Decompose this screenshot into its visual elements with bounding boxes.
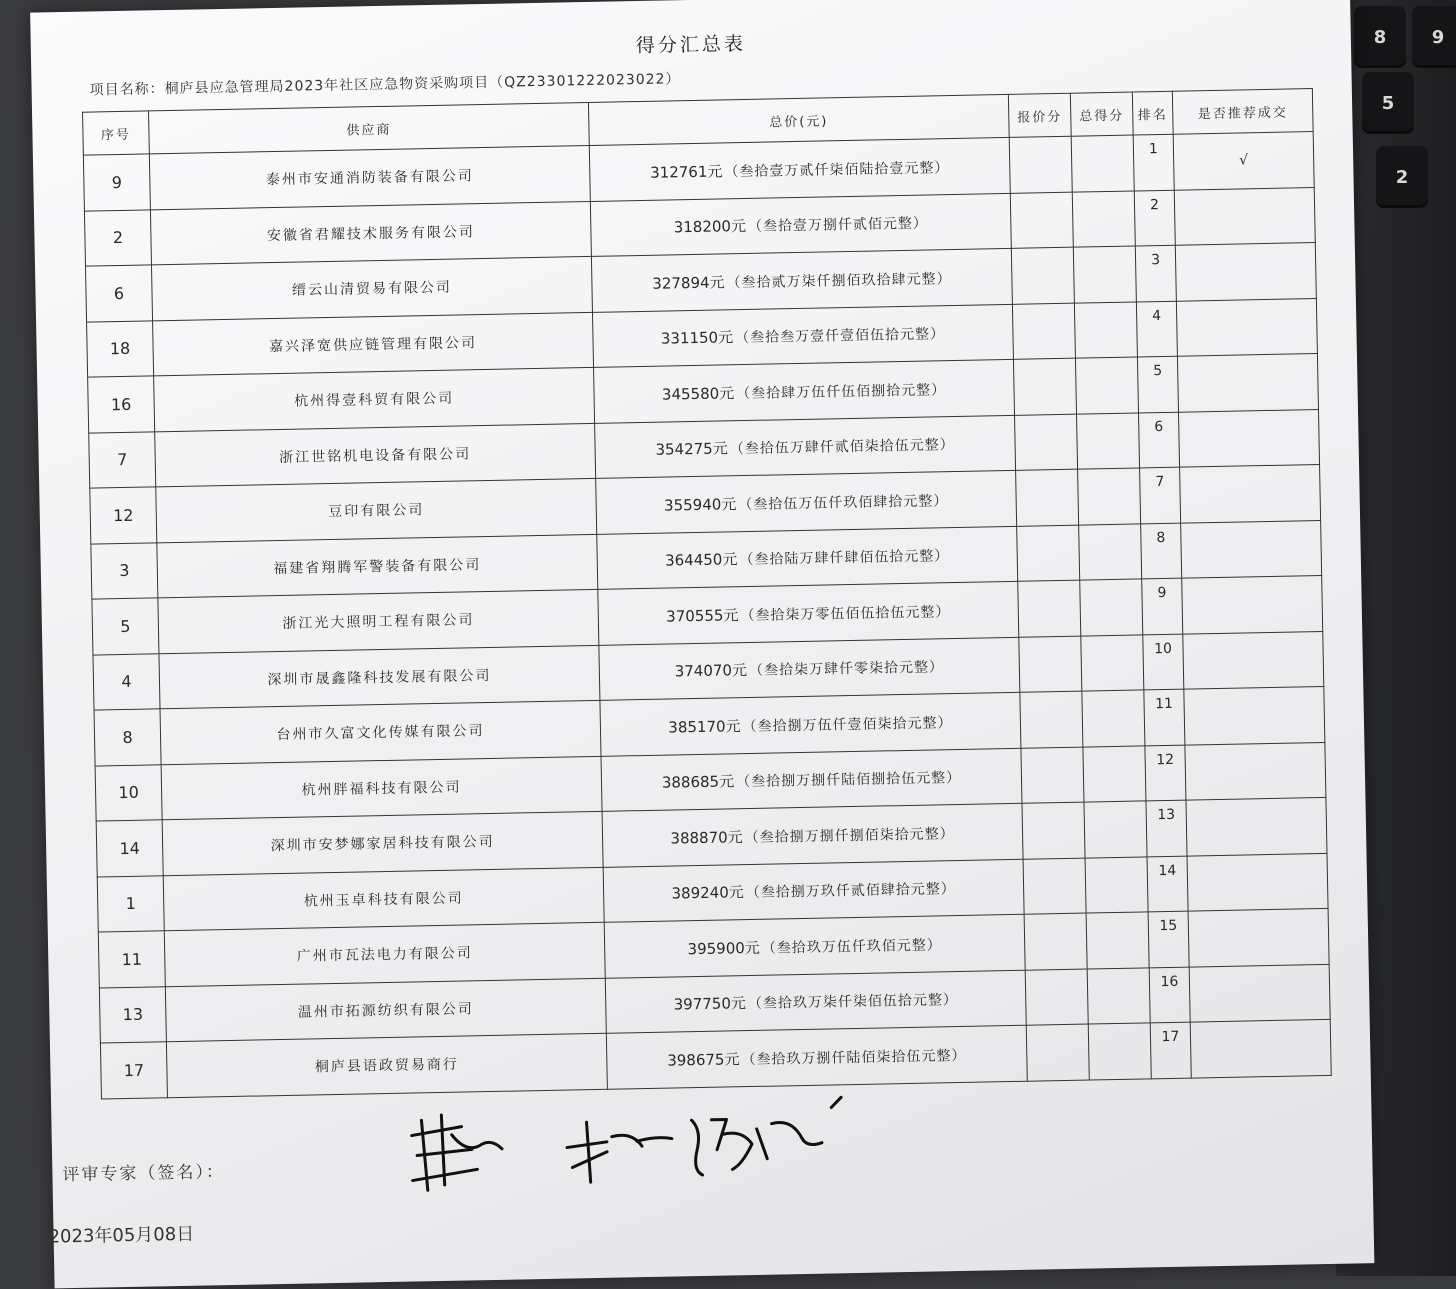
rank-cell: 15 [1148,911,1189,967]
total-price-cell [597,526,1018,590]
total-price-cell [594,359,1015,423]
price-score-cell [1013,358,1076,415]
total-price-cell [604,914,1025,978]
supplier-cell: 杭州得壹科贸有限公司 [154,367,595,431]
price-number: 355940元 [663,494,737,515]
supplier-cell: 缙云山清贸易有限公司 [151,256,592,320]
seq-cell: 10 [95,764,162,821]
price-score-cell [1024,913,1087,970]
price-in-words: （叁拾壹万捌仟贰佰元整） [747,215,929,236]
recommend-cell [1185,742,1326,800]
total-price-cell [598,581,1019,645]
total-price-cell [606,1025,1027,1089]
price-score-cell [1019,636,1082,693]
total-score-cell [1080,579,1143,636]
total-score-cell [1085,856,1148,913]
total-score-cell [1074,301,1137,358]
header-total-price: 总价(元) [588,94,1009,145]
recommend-cell [1181,520,1322,578]
seq-cell: 2 [84,209,151,266]
total-score-cell [1083,745,1146,802]
total-score-cell [1077,412,1140,469]
recommend-cell [1174,187,1315,245]
price-in-words: （叁拾捌万捌仟捌佰柒拾元整） [744,825,955,846]
seq-cell: 7 [89,431,156,488]
price-score-cell [1023,858,1086,915]
recommend-cell [1180,465,1321,523]
price-number: 364450元 [664,550,738,570]
rank-cell: 11 [1144,689,1185,745]
recommend-cell: √ [1173,132,1314,190]
price-score-cell [1018,580,1081,637]
header-seq: 序号 [83,111,150,155]
seq-cell: 6 [85,265,152,322]
document-title: 得分汇总表 [635,32,747,58]
supplier-cell: 台州市久富文化传媒有限公司 [160,700,601,764]
rank-cell: 16 [1149,967,1190,1023]
price-in-words: （叁拾捌万玖仟贰佰肆拾元整） [745,881,956,902]
recommend-cell [1190,1019,1331,1077]
supplier-cell: 泰州市安通消防装备有限公司 [149,145,590,209]
price-score-cell [1012,303,1075,360]
rank-cell: 5 [1137,356,1178,412]
supplier-cell: 豆印有限公司 [156,478,597,542]
price-score-cell [1015,414,1078,471]
price-number: 388870元 [670,827,743,848]
recommend-cell [1177,354,1318,412]
recommend-cell [1184,686,1325,744]
supplier-cell: 杭州胖福科技有限公司 [161,756,602,820]
supplier-cell: 杭州玉卓科技有限公司 [163,867,604,931]
price-in-words: （叁拾玖万伍仟玖佰元整） [761,937,942,957]
rank-cell: 12 [1145,745,1186,801]
supplier-cell: 温州市拓源纺织有限公司 [165,978,606,1042]
rank-cell: 9 [1142,578,1183,634]
rank-cell: 10 [1143,634,1184,690]
price-number: 374070元 [674,661,748,681]
price-score-cell [1016,469,1079,526]
price-number: 354275元 [655,439,728,459]
price-score-cell [1026,1024,1089,1081]
total-price-cell [605,970,1026,1034]
supplier-cell: 广州市瓦法电力有限公司 [164,922,605,986]
total-score-cell [1086,912,1149,969]
score-summary-sheet [30,0,1374,1288]
price-score-cell [1009,136,1072,193]
total-price-cell [603,859,1024,923]
price-score-cell [1010,192,1073,249]
rank-cell: 1 [1133,134,1174,190]
total-price-cell [589,137,1010,201]
recommend-cell [1176,298,1317,356]
rank-cell: 6 [1139,412,1180,468]
total-price-cell [599,637,1020,701]
price-score-cell [1020,691,1083,748]
rank-cell: 17 [1150,1022,1191,1078]
price-in-words: （叁拾玖万柒仟柒佰伍拾元整） [747,992,959,1013]
price-number: 397750元 [673,994,747,1014]
total-score-cell [1073,246,1136,303]
price-number: 389240元 [671,883,744,903]
price-number: 345580元 [661,383,735,404]
seq-cell: 9 [83,154,150,211]
signature-1 [411,1114,502,1191]
header-rank: 排名 [1132,91,1173,135]
supplier-cell: 嘉兴泽宽供应链管理有限公司 [153,312,594,376]
project-name-line: 项目名称：桐庐县应急管理局2023年社区应急物资采购项目（QZ23301222023022） [89,71,681,99]
rank-cell: 4 [1136,301,1177,357]
supplier-cell: 浙江光大照明工程有限公司 [158,589,599,653]
seq-cell: 12 [90,487,157,544]
total-score-cell [1075,357,1138,414]
supplier-cell: 安徽省君耀技术服务有限公司 [150,201,591,265]
supplier-cell: 浙江世铭机电设备有限公司 [155,423,596,487]
price-in-words: （叁拾捌万捌仟陆佰捌拾伍元整） [736,770,962,791]
price-in-words: （叁拾叁万壹仟壹佰伍拾元整） [734,326,946,347]
rank-cell: 14 [1147,856,1188,912]
supplier-cell: 深圳市晟鑫隆科技发展有限公司 [159,645,600,709]
header-total-score: 总得分 [1070,92,1133,136]
keyboard-key: 5 [1362,72,1414,134]
price-number: 398675元 [667,1049,740,1070]
recommend-cell [1188,908,1329,966]
price-number: 312761元 [649,162,723,182]
price-number: 331150元 [660,328,734,348]
recommend-cell [1182,575,1323,633]
price-in-words: （叁拾壹万贰仟柒佰陆拾壹元整） [724,159,950,181]
price-in-words: （叁拾玖万捌仟陆佰柒拾伍元整） [741,1047,967,1068]
seq-cell: 13 [99,986,166,1043]
total-score-cell [1081,634,1144,691]
seq-cell: 4 [93,653,160,710]
header-supplier: 供应商 [149,102,590,153]
price-score-cell [1017,525,1080,582]
signature-2 [567,1121,673,1183]
keyboard-key: 8 [1354,6,1406,68]
supplier-cell: 深圳市安梦娜家居科技有限公司 [162,811,603,875]
price-score-cell [1022,802,1085,859]
seq-cell: 18 [87,320,154,377]
price-score-cell [1025,969,1088,1026]
price-in-words: （叁拾捌万伍仟壹佰柒拾元整） [742,714,953,735]
total-score-cell [1071,135,1134,192]
price-number: 318200元 [673,217,747,237]
price-in-words: （叁拾伍万伍仟玖佰肆拾元整） [738,492,949,513]
recommend-cell [1187,853,1328,911]
seq-cell: 16 [88,376,155,433]
seq-cell: 11 [98,931,165,988]
total-price-cell [600,692,1021,756]
price-in-words: （叁拾柒万肆仟零柒拾元整） [748,659,945,680]
header-price-score: 报价分 [1008,93,1071,137]
price-in-words: （叁拾贰万柒仟捌佰玖拾肆元整） [726,270,952,292]
total-score-cell [1087,967,1150,1024]
seq-cell: 5 [92,598,159,655]
recommend-cell [1189,964,1330,1022]
total-price-cell [595,415,1016,479]
rank-cell: 3 [1135,245,1176,301]
score-summary-table [82,88,1332,1099]
total-score-cell [1079,523,1142,580]
recommend-cell [1178,409,1319,467]
header-recommend: 是否推荐成交 [1172,89,1313,135]
keyboard-key: 9 [1412,6,1456,68]
sign-date: 2023年05月08日 [48,1223,195,1248]
reviewer-signatures [391,1087,873,1206]
supplier-cell: 福建省翔腾军警装备有限公司 [157,534,598,598]
price-in-words: （叁拾肆万伍仟伍佰捌拾元整） [736,381,947,402]
seq-cell: 17 [100,1042,167,1099]
total-score-cell [1082,690,1145,747]
total-price-cell [592,304,1013,368]
total-price-cell [591,248,1012,312]
rank-cell: 2 [1134,190,1175,246]
price-in-words: （叁拾陆万肆仟肆佰伍拾元整） [739,548,950,569]
price-number: 327894元 [652,273,725,293]
seq-cell: 8 [94,709,161,766]
price-number: 388685元 [661,772,735,792]
reviewer-signature-label: 评审专家（签名）： [62,1162,226,1186]
total-price-cell [601,748,1022,812]
signature-3 [691,1097,842,1175]
total-score-cell [1072,191,1135,248]
seq-cell: 14 [96,820,163,877]
total-score-cell [1084,801,1147,858]
total-price-cell [602,803,1023,867]
recommend-cell [1186,797,1327,855]
supplier-cell: 桐庐县语政贸易商行 [166,1033,607,1097]
price-number: 370555元 [666,605,739,626]
recommend-cell [1175,243,1316,301]
seq-cell: 1 [97,875,164,932]
total-price-cell [590,193,1011,257]
recommend-cell [1183,631,1324,689]
total-score-cell [1088,1023,1151,1080]
total-price-cell [596,470,1017,534]
price-score-cell [1011,247,1074,304]
rank-cell: 8 [1141,523,1182,579]
price-in-words: （叁拾柒万零伍佰伍拾伍元整） [740,603,951,624]
total-score-cell [1078,468,1141,525]
rank-cell: 13 [1146,800,1187,856]
price-number: 385170元 [668,716,741,737]
seq-cell: 3 [91,542,158,599]
price-score-cell [1021,747,1084,804]
price-in-words: （叁拾伍万肆仟贰佰柒拾伍元整） [729,437,955,458]
rank-cell: 7 [1140,467,1181,523]
keyboard-key: 2 [1376,146,1428,208]
price-number: 395900元 [687,938,761,958]
